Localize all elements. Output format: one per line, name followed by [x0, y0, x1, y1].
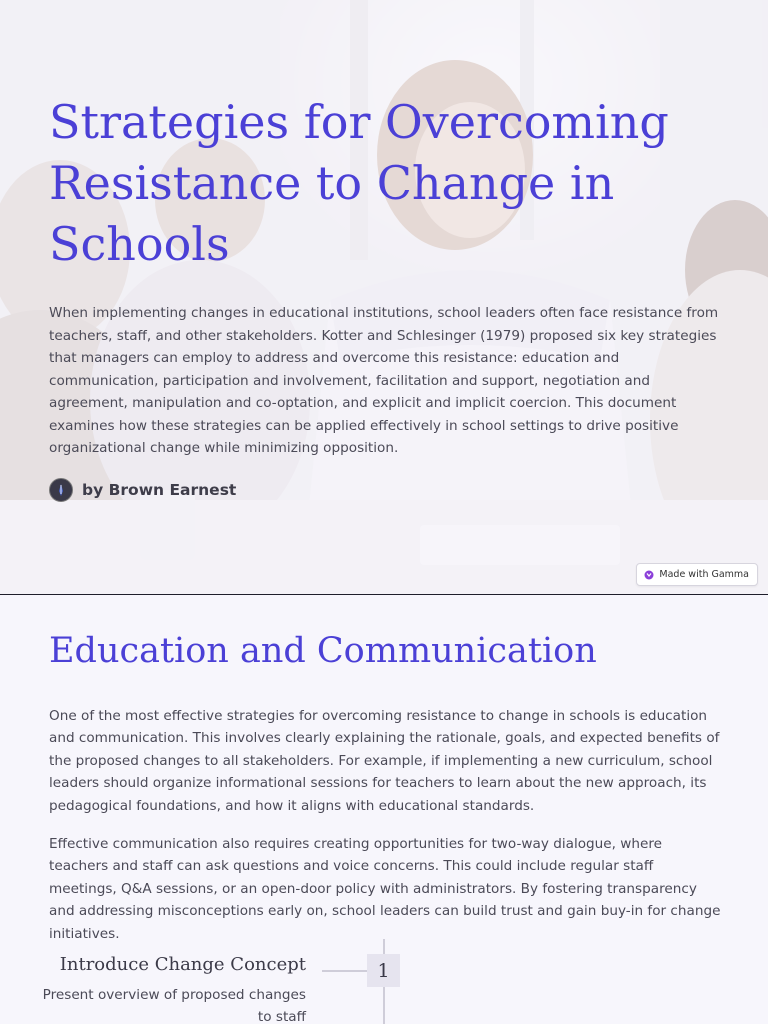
section-paragraph: One of the most effective strategies for overcoming resistance to change in schools is education and communication. This involves clearly explaining the rationale, goals, and expected benefits of the proposed changes to all stakeholders. For example, if implementing a new curriculum, school leaders should organize informational sessions for teachers to learn about the new approach, its pedagogical foundations, and how it aligns with educational standards. [49, 708, 720, 814]
gamma-logo-icon [644, 570, 654, 580]
timeline-step-number: 1 [367, 954, 400, 987]
author-avatar [49, 478, 73, 502]
page-title: Strategies for Overcoming Resistance to Change in Schools [49, 95, 669, 271]
section-title: Education and Communication [49, 631, 597, 671]
made-with-gamma-badge[interactable] [636, 563, 758, 586]
intro-paragraph: When implementing changes in educational institutions, school leaders often face resistance from teachers, staff, and other stakeholders. Kotter and Schlesinger (1979) proposed six key strategies that managers can employ to address and overcome this resistance: education and communication, participation and involvement, facilitation and support, negotiation and agreement, manipulation and co-optation, and explicit and implicit coercion. This document examines how these strategies can be applied effectively in school settings to drive positive organizational change while minimizing opposition. [49, 305, 719, 456]
author-name: by Brown Earnest [82, 480, 237, 499]
author-byline [49, 478, 729, 502]
hero-content [49, 92, 729, 502]
timeline-step-description: Present overview of proposed changes to staff [42, 987, 306, 1024]
education-communication-card [0, 595, 768, 1024]
timeline-step-title: Introduce Change Concept [59, 954, 306, 975]
section-paragraph: Effective communication also requires creating opportunities for two-way dialogue, where teachers and staff can ask questions and voice concerns. This could include regular staff meetings, Q&A sessions, or an open-door policy with administrators. By fostering transparency and addressing misconceptions early on, school leaders can build trust and gain buy-in for change initiatives. [49, 836, 721, 942]
timeline-connector [322, 970, 368, 972]
badge-label: Made with Gamma [659, 569, 749, 580]
pen-icon [54, 483, 68, 497]
